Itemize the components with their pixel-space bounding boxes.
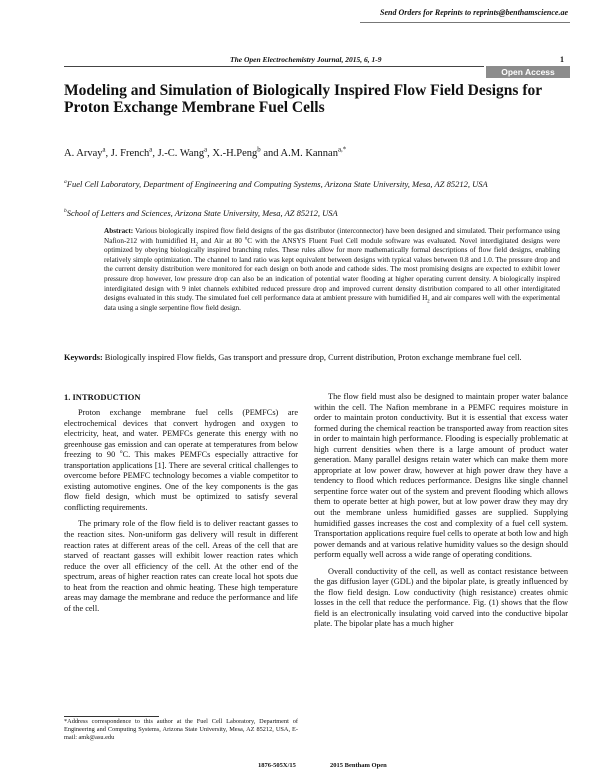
affil-mark: a [64, 179, 67, 186]
superscript: o [244, 236, 248, 242]
footer-issn: 1876-505X/15 [258, 762, 296, 769]
author-affil-mark: a [102, 146, 106, 154]
keywords-text: Biologically inspired Flow fields, Gas transport and pressure drop, Current distribution, Proton exchange membrane fuel cell. [102, 353, 522, 362]
paragraph-text: C. This makes PEMFCs especially attractive for transportation applications [1]. There are several critical challenges to overcome before PEMFC technology becomes a viable competitor to existing automotive engines. One of the key components is the gas flow field design, which must be optimized to satisfy several conflicting requirements. [64, 450, 298, 512]
section-heading: 1. INTRODUCTION [64, 392, 141, 402]
author-name: A. Arvay [64, 148, 103, 159]
author-name: , J. French [105, 148, 150, 159]
keywords [64, 352, 564, 363]
header-divider [64, 66, 484, 67]
abstract-text: and air compares well with the experimental data using a single serpentine flow field design. [104, 294, 560, 312]
affiliation-b [64, 207, 564, 219]
affil-text: School of Letters and Sciences, Arizona State University, Mesa, AZ 85212, USA [66, 208, 338, 218]
journal-citation: The Open Electrochemistry Journal, 2015, 6, 1-9 [230, 55, 382, 64]
author-affil-mark: a,* [337, 146, 347, 154]
abstract-text: C with the ANSYS Fluent Fuel Cell module software was evaluated. Novel interdigitated designs were optimized by obeying biologically inspired branching rules. These rules allow for more mathematically formal descriptions of flow field designs, enabling relatively simple optimization. The channel to land ratio was kept equivalent between designs with typical values between 0.8 and 1.0. The pressure drop and the current density distribution were monitored for each design on both anode and cathode sides. The most promising designs are expected to exhibit lower pressure drop however, low pressure drop can also be an indication of potential water flooding at higher operating current density. A biologically inspired interdigitated design with 9 inlet channels exhibited reduced pressure drop and improved current density distribution compared to all other interdigitated designs evaluated in this study. The simulated fuel cell performance data at ambient pressure with humidified H [104, 236, 561, 303]
paragraph: Overall conductivity of the cell, as well as contact resistance between the gas diffusion layer (GDL) and the bipolar plate, is greatly influenced by the flow field design. Low conductivity (high resistance) creates ohmic losses in the cell that reduce the performance. Fig. (1) shows that the flow field is an electronically insulating void carved into the conductive bipolar plate. The bipolar plate has a much higher [314, 566, 568, 629]
paragraph: The primary role of the flow field is to deliver reactant gasses to the reaction sites. Non-uniform gas delivery will result in different reaction rates at different areas of the cell. Areas of the cell that are starved of reactant gasses will exhibit lower reaction rates which reduce the over all efficiency of the cell. At the other end of the spectrum, areas of higher reaction rates can create local hot spots due to heat from the reaction and ohmic heating. These high temperature areas may damage the membrane and reduce the performance and life of the cell. [64, 519, 298, 613]
abstract [104, 227, 560, 313]
author-affil-mark: a [204, 146, 208, 154]
paragraph [64, 408, 298, 513]
right-column [314, 392, 568, 630]
paragraph: The flow field must also be designed to maintain proper water balance within the cell. The Nafion membrane in a PEMFC requires moisture in order to maintain proton conductivity. But it is essential that excess water formed during the chemical reaction be transported away from reaction sites in order to maintain high performance. Flooding is especially problematic at high current densities when there is a large amount of product water generation. Many parallel designs retain water which can make them more appropriate at low power draw, however at high power draw they have a tendency to flood which reduces performance. Designs like single channel serpentine force water out of the system and prevent flooding which allows them to operate better at high power, but at low power draw they may dry out the membrane unless humidified gasses are supplied. Supplying humidified gasses increases the cost and complexity of a fuel cell system. Transportation applications require fuel cells to operate at both low and high power demands and at various relative humidity values so the design should perform equally well across a wide range of operating conditions. [314, 392, 568, 560]
abstract-text: Various biologically inspired flow field designs of the gas distributor (interconnector) have been designed and simulated. Their performance using Nafion-212 with humidified H [104, 227, 560, 245]
paragraph-text: Proton exchange membrane fuel cells (PEMFCs) are electrochemical devices that convert hydrogen and oxygen to electricity, heat, and water. PEMFCs generate this energy with no greenhouse gas emission and can operate at temperatures from below freezing to 90 [64, 408, 298, 460]
subscript: 2 [427, 299, 430, 305]
subscript: 2 [195, 242, 198, 248]
footer-publisher: 2015 Bentham Open [330, 762, 387, 769]
abstract-text: and Air at 80 [197, 236, 245, 245]
affiliation-a [64, 178, 564, 190]
affil-mark: b [64, 208, 67, 215]
reprints-divider [360, 22, 570, 23]
author-name: , X.-H.Peng [207, 148, 258, 159]
paper-title: Modeling and Simulation of Biologically Inspired Flow Field Designs for Proton Exchange Membrane Fuel Cells [64, 82, 542, 116]
author-name: and A.M. Kannan [260, 148, 338, 159]
author-list [64, 148, 346, 159]
keywords-label: Keywords: [64, 353, 103, 362]
superscript: o [119, 449, 123, 456]
page-number: 1 [560, 55, 564, 64]
left-column [64, 408, 298, 614]
reprints-notice: Send Orders for Reprints to reprints@benthamscience.ae [380, 8, 568, 17]
author-affil-mark: a [149, 146, 153, 154]
open-access-badge: Open Access [486, 66, 570, 78]
author-name: , J.-C. Wang [152, 148, 205, 159]
affil-text: Fuel Cell Laboratory, Department of Engineering and Computing Systems, Arizona State University, Mesa, AZ 85212, USA [66, 179, 488, 189]
footnote-divider [64, 716, 159, 717]
abstract-label: Abstract: [104, 227, 134, 235]
author-affil-mark: b [257, 146, 261, 154]
correspondence-footnote: *Address correspondence to this author at the Fuel Cell Laboratory, Department of Engineering and Computing Systems, Arizona State University, Mesa, AZ 85212, USA, E-mail: amk@asu.edu [64, 718, 298, 741]
